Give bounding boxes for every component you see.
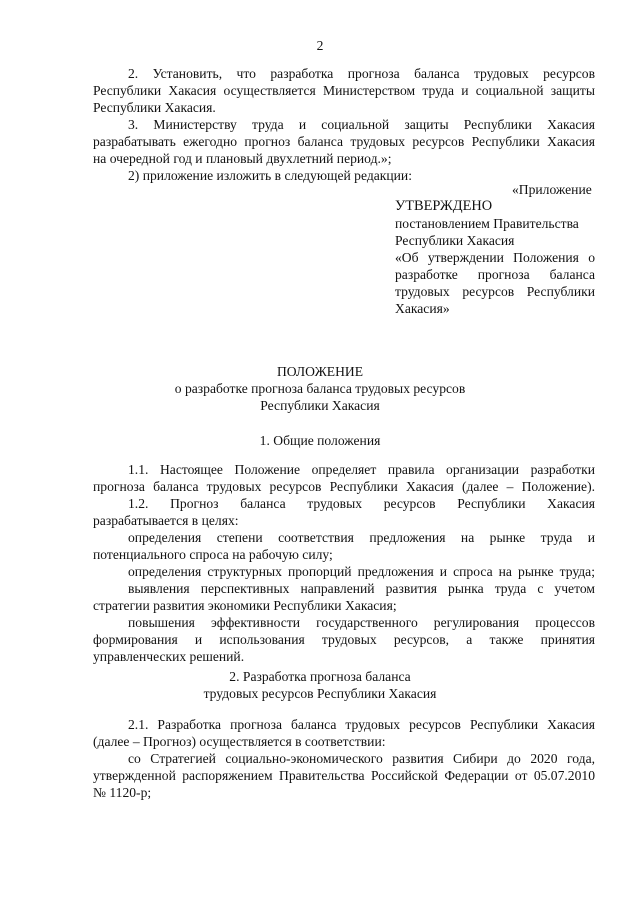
- intro-line: Республики Хакасия.: [93, 100, 216, 115]
- document-title: ПОЛОЖЕНИЕ: [276, 364, 364, 379]
- section-line: 1.2. Прогноз баланса трудовых ресурсов Республики Хакасия: [128, 496, 595, 511]
- section-line: утвержденной распоряжением Правительства Российской Федерации от 05.07.2010: [93, 768, 595, 783]
- section-line: повышения эффективности государственного регулирования процессов: [128, 615, 595, 630]
- intro-line: разрабатывать ежегодно прогноз баланса трудовых ресурсов Республики Хакасия: [93, 134, 595, 149]
- page-number: 2: [316, 38, 324, 53]
- intro-line: на очередной год и плановый двухлетний период.»;: [93, 151, 392, 166]
- section-line: определения структурных пропорций предложения и спроса на рынке труда;: [128, 564, 595, 579]
- section-line: стратегии развития экономики Республики Хакасия;: [93, 598, 397, 613]
- approval-line: «Об утверждении Положения о: [395, 250, 595, 265]
- approval-line: трудовых ресурсов Республики: [395, 284, 595, 299]
- section-line: формирования и использования трудовых ресурсов, а также принятия: [93, 632, 595, 647]
- section-line: (далее – Прогноз) осуществляется в соответствии:: [93, 734, 386, 749]
- section-line: потенциального спроса на рабочую силу;: [93, 547, 333, 562]
- section-line: прогноза баланса трудовых ресурсов Республики Хакасия (далее – Положение).: [93, 479, 595, 494]
- intro-line: 2. Установить, что разработка прогноза баланса трудовых ресурсов: [128, 66, 595, 81]
- section-line: 2.1. Разработка прогноза баланса трудовых ресурсов Республики Хакасия: [128, 717, 595, 732]
- approval-line: Хакасия»: [395, 301, 450, 316]
- document-subtitle: о разработке прогноза баланса трудовых ресурсов: [174, 381, 466, 396]
- intro-line: 2) приложение изложить в следующей редакции:: [128, 168, 412, 183]
- approved-label: УТВЕРЖДЕНО: [395, 198, 493, 214]
- intro-line: Республики Хакасия осуществляется Министерством труда и социальной защиты: [93, 83, 595, 98]
- section-line: управленческих решений.: [93, 649, 245, 664]
- section-line: № 1120-р;: [93, 785, 152, 800]
- section-line: определения степени соответствия предложения на рынке труда и: [128, 530, 595, 545]
- intro-line: 3. Министерству труда и социальной защиты Республики Хакасия: [128, 117, 595, 132]
- document-subtitle: Республики Хакасия: [260, 398, 380, 413]
- appendix-label: «Приложение: [512, 182, 592, 197]
- section-line: со Стратегией социально-экономического развития Сибири до 2020 года,: [128, 751, 595, 766]
- approval-line: Республики Хакасия: [395, 233, 515, 248]
- section-line: выявления перспективных направлений развития рынка труда с учетом: [128, 581, 595, 596]
- section-heading: трудовых ресурсов Республики Хакасия: [203, 686, 437, 701]
- approval-line: постановлением Правительства: [395, 216, 579, 231]
- section-line: разрабатывается в целях:: [93, 513, 239, 528]
- section-heading: 2. Разработка прогноза баланса: [229, 669, 411, 684]
- section-heading: 1. Общие положения: [259, 433, 381, 448]
- approval-line: разработке прогноза баланса: [395, 267, 595, 282]
- section-line: 1.1. Настоящее Положение определяет правила организации разработки: [128, 462, 595, 477]
